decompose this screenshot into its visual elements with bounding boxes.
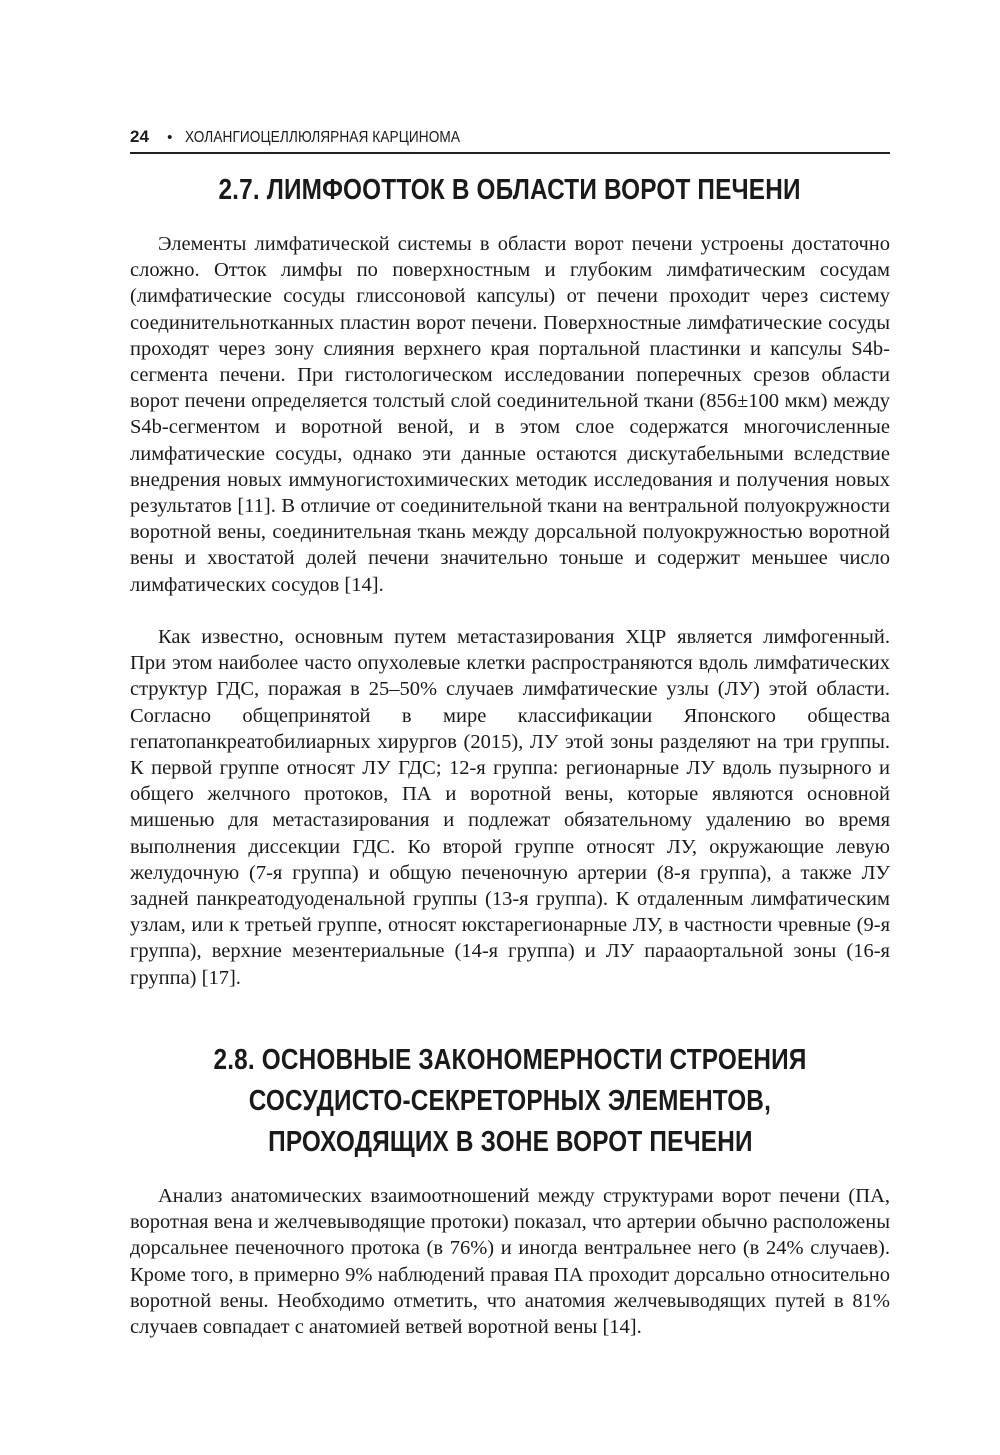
section-heading-2-8-line-1: 2.8. ОСНОВНЫЕ ЗАКОНОМЕРНОСТИ СТРОЕНИЯ bbox=[213, 1044, 807, 1076]
bullet-separator: • bbox=[167, 129, 173, 146]
section-heading-2-8 bbox=[130, 1040, 890, 1163]
section-heading-2-8-line-2: СОСУДИСТО-СЕКРЕТОРНЫХ ЭЛЕМЕНТОВ, bbox=[248, 1085, 772, 1117]
section-heading-2-8-line-3: ПРОХОДЯЩИХ В ЗОНЕ ВОРОТ ПЕЧЕНИ bbox=[267, 1126, 753, 1158]
page-number: 24 bbox=[130, 127, 150, 146]
book-title: ХОЛАНГИОЦЕЛЛЮЛЯРНАЯ КАРЦИНОМА bbox=[185, 129, 461, 146]
paragraph-2-8-1: Анализ анатомических взаимоотношений между структурами ворот печени (ПА, воротная вена и желчевыводящие протоки) показал, что артерии обычно расположены дорсальнее печеночного протока (в 76%) и иногда вентральнее него (в 24% случаев). Кроме того, в примерно 9% наблюдений правая ПА проходит дорсально относительно воротной вены. Необходимо отметить, что анатомия желчевыводящих путей в 81% случаев совпадает с анатомией ветвей воротной вены [14]. bbox=[130, 1185, 890, 1339]
running-header bbox=[130, 122, 890, 154]
section-heading-2-7 bbox=[130, 170, 890, 211]
paragraph-2-7-1: Элементы лимфатической системы в области ворот печени устроены достаточно сложно. Отток лимфы по поверхностным и глубоким лимфатическим сосудам (лимфатические сосуды глиссоновой капсулы) от печени проходит через систему соединительнотканных пластин ворот печени. Поверхностные лимфатические сосуды проходят через зону слияния верхнего края портальной пластинки и капсулы S4b-сегмента печени. При гистологическом исследовании поперечных срезов области ворот печени определяется толстый слой соединительной ткани (856±100 мкм) между S4b-сегментом и воротной веной, и в этом слое содержатся многочисленные лимфатические сосуды, однако эти данные остаются дискутабельными вследствие внедрения новых иммуногистохимических методик исследования и получения новых результатов [11]. В отличие от соединительной ткани на вентральной полуокружности воротной вены, соединительная ткань между дорсальной полуокружностью воротной вены и хвостатой долей печени значительно тоньше и содержит меньшее число лимфатических сосудов [14]. bbox=[130, 233, 890, 596]
paragraph-2-7-2: Как известно, основным путем метастазирования ХЦР является лимфогенный. При этом наиболее часто опухолевые клетки распространяются вдоль лимфатических структур ГДС, поражая в 25–50% случаев лимфатические узлы (ЛУ) этой области. Согласно общепринятой в мире классификации Японского общества гепатопанкреатобилиарных хирургов (2015), ЛУ этой зоны разделяют на три группы. К первой группе относят ЛУ ГДС; 12-я группа: регионарные ЛУ вдоль пузырного и общего желчного протоков, ПА и воротной вены, которые являются основной мишенью для метастазирования и подлежат обязательному удалению во время выполнения диссекции ГДС. Ко второй группе относят ЛУ, окружающие левую желудочную (7-я группа) и общую печеночную артерии (8-я группа), а также ЛУ задней панкреатодуоденальной группы (13-я группа). К отдаленным лимфатическим узлам, или к третьей группе, относят юкстарегионарные ЛУ, в частности чревные (9-я группа), верхние мезентериальные (14-я группа) и ЛУ парааортальной зоны (16-я группа) [17]. bbox=[130, 626, 890, 989]
section-heading-2-7-text: 2.7. ЛИМФООТТОК В ОБЛАСТИ ВОРОТ ПЕЧЕНИ bbox=[218, 174, 802, 206]
